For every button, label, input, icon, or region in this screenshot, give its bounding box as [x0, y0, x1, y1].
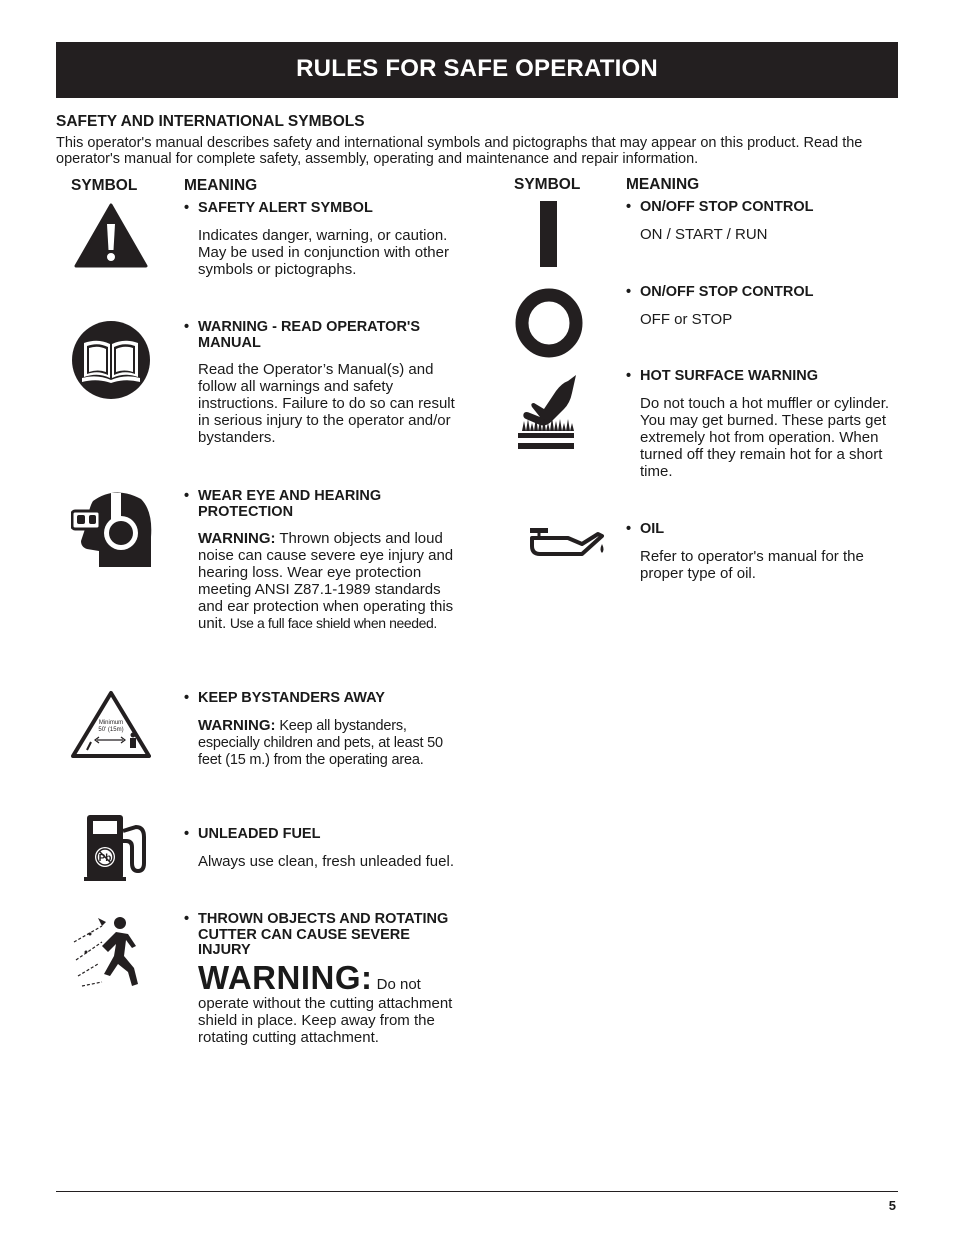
entry-description: Keep all bystanders, especially children and pets, at least 50 feet (15 m.) from the operating area.: [198, 717, 443, 768]
entry-title: KEEP BYSTANDERS AWAY: [198, 690, 385, 706]
entry-description: OFF or STOP: [640, 310, 733, 328]
right-symbol-header: SYMBOL: [514, 176, 581, 193]
page-title: RULES FOR SAFE OPERATION: [296, 55, 658, 82]
entry-safety-alert: • SAFETY ALERT SYMBOL Indicates danger, warning, or caution. May be used in conjunction with other symbols or pictographs.: [198, 201, 468, 278]
entry-description-small: Use a full face shield when needed.: [226, 615, 437, 631]
entry-title: ON/OFF STOP CONTROL: [640, 284, 814, 300]
entry-description: Thrown objects and loud noise can cause severe eye injury and hearing loss. Wear eye protection meeting ANSI Z87.1-1989 standards and ear protection when operating this unit.: [198, 530, 454, 632]
keep-bystanders-away-icon: [71, 690, 151, 758]
section-title: SAFETY AND INTERNATIONAL SYMBOLS: [56, 113, 365, 130]
bystanders-icon-text-2: 50' (15m): [98, 727, 124, 733]
unleaded-fuel-pump-icon: [84, 813, 150, 881]
entry-bystanders: • KEEP BYSTANDERS AWAY WARNING: Keep all bystanders, especially children and pets, at least 50 feet (15 m.) from the operating area.: [184, 690, 443, 768]
entry-description: ON / START / RUN: [640, 225, 768, 243]
warning-label: WARNING:: [198, 716, 276, 734]
entry-description: Read the Operator’s Manual(s) and follow all warnings and safety instructions. Failure to do so can result in serious injury to the operator and/or bystanders.: [198, 361, 455, 446]
entry-description: Do not operate without the cutting attachment shield in place. Keep away from the rotating cutting attachment.: [198, 975, 453, 1046]
off-symbol-icon: [515, 288, 583, 358]
entry-on-control: • ON/OFF STOP CONTROL ON / START / RUN: [640, 200, 905, 243]
page-banner: [56, 42, 898, 98]
hot-surface-icon: [518, 373, 578, 453]
entry-unleaded-fuel: • UNLEADED FUEL Always use clean, fresh unleaded fuel.: [198, 827, 468, 870]
entry-description: Refer to operator's manual for the proper type of oil.: [640, 547, 864, 582]
entry-thrown-objects: • THROWN OBJECTS AND ROTATING CUTTER CAN CAUSE SEVERE INJURY WARNING: Do not operate without the cutting attachment shield in place. Keep away from the rotating cutting attachment.: [184, 911, 453, 1046]
entry-read-manual: • WARNING - READ OPERATOR'S MANUAL Read the Operator’s Manual(s) and follow all warnings and safety instructions. Failure to do so can result in serious injury to the operator and/or bystanders.: [198, 320, 468, 446]
big-warning-label: WARNING:: [198, 958, 373, 996]
warning-label: WARNING:: [198, 530, 276, 547]
footer-divider: [56, 1191, 898, 1192]
entry-title: WARNING - READ OPERATOR'S MANUAL: [198, 319, 421, 351]
entry-oil: • OIL Refer to operator's manual for the proper type of oil.: [640, 522, 905, 582]
entry-title: OIL: [640, 521, 665, 537]
entry-off-control: • ON/OFF STOP CONTROL OFF or STOP: [640, 285, 905, 328]
entry-title: ON/OFF STOP CONTROL: [640, 199, 814, 215]
read-manual-book-icon: [71, 320, 151, 400]
eye-hearing-protection-icon: [71, 489, 153, 569]
page-number: 5: [888, 1198, 896, 1213]
oil-can-icon: [528, 526, 608, 560]
entry-description: Do not touch a hot muffler or cylinder. You may get burned. These parts get extremely hot from operation. When turned off they remain hot for a short time.: [640, 394, 890, 480]
entry-title: WEAR EYE AND HEARING PROTECTION: [198, 488, 382, 520]
entry-title: SAFETY ALERT SYMBOL: [198, 200, 373, 216]
bystanders-icon-text-1: Minimum: [98, 720, 124, 726]
entry-title: UNLEADED FUEL: [198, 826, 321, 842]
section-intro: This operator's manual describes safety and international symbols and pictographs that may appear on this product. Read the operator's manual for complete safety, assembly, operating and maintenance and repair information.: [56, 135, 863, 167]
thrown-objects-icon: [72, 912, 152, 990]
entry-description: Indicates danger, warning, or caution. May be used in conjunction with other symbols or pictographs.: [198, 226, 449, 278]
left-meaning-header: MEANING: [184, 177, 258, 194]
left-symbol-header: SYMBOL: [71, 177, 138, 194]
right-meaning-header: MEANING: [626, 176, 700, 193]
entry-title: THROWN OBJECTS AND ROTATING CUTTER CAN CAUSE SEVERE INJURY: [198, 911, 449, 958]
entry-eye-hearing: • WEAR EYE AND HEARING PROTECTION WARNING: Thrown objects and loud noise can cause severe eye injury and hearing loss. Wear eye protection meeting ANSI Z87.1-1989 standards and ear protection when operating this unit. Use a full face shield when needed.: [184, 488, 454, 632]
entry-hot-surface: • HOT SURFACE WARNING Do not touch a hot muffler or cylinder. You may get burned. These parts get extremely hot from operation. When turned off they remain hot for a short time.: [640, 369, 905, 480]
entry-title: HOT SURFACE WARNING: [640, 368, 819, 384]
safety-alert-triangle-icon: [74, 202, 148, 268]
entry-description: Always use clean, fresh unleaded fuel.: [198, 852, 454, 870]
on-symbol-icon: [540, 201, 557, 267]
fuel-pump-icon-text: Pb: [98, 853, 112, 864]
